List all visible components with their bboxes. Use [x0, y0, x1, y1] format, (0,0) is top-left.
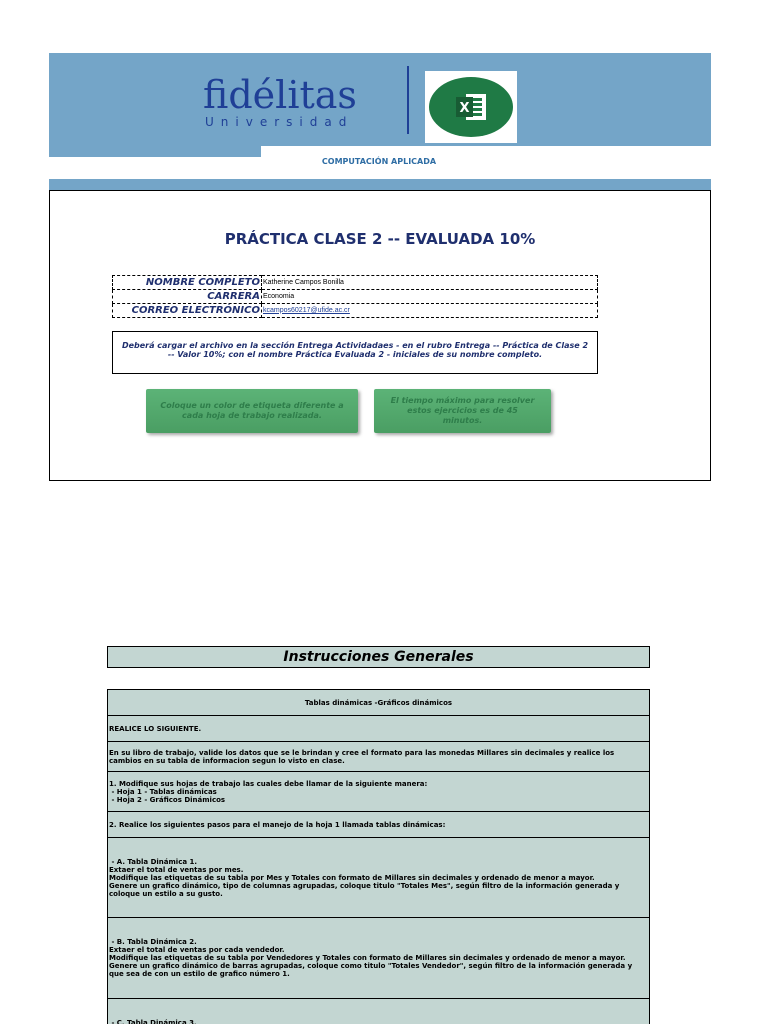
instr-row [108, 716, 650, 742]
instr-line: - B. Tabla Dinámica 2. [109, 938, 197, 946]
label-color-note[interactable]: Coloque un color de etiqueta diferente a cada hoja de trabajo realizada. [146, 389, 358, 433]
logo-wordmark: fidélitas [203, 73, 357, 117]
header-notch [261, 146, 711, 157]
instr-row [108, 742, 650, 772]
info-row-career [113, 290, 598, 304]
instr-cell[interactable] [108, 838, 650, 918]
instr-line: - C. Tabla Dinámica 3. [109, 1019, 197, 1024]
email-label: CORREO ELECTRÓNICO [113, 304, 262, 318]
instr-row [108, 838, 650, 918]
instr-row [108, 812, 650, 838]
instr-cell[interactable] [108, 772, 650, 812]
instr-row [108, 690, 650, 716]
fidelitas-logo [203, 75, 388, 135]
practice-panel [49, 190, 711, 481]
instr-cell-heading[interactable] [108, 690, 650, 716]
course-subtitle: COMPUTACIÓN APLICADA [321, 157, 437, 166]
career-value[interactable]: Economia [262, 290, 598, 304]
instr-row [108, 918, 650, 999]
instructions-table [107, 689, 650, 1024]
instr-cell[interactable] [108, 918, 650, 999]
instr-row [108, 999, 650, 1024]
instr-line: - Hoja 2 - Gráficos Dinámicos [109, 795, 226, 804]
instr-line: Genere un grafico dinámico, tipo de columnas agrupadas, coloque titulo "Totales Mes", según filtro de la información generada y coloque un estilo a su gusto. [109, 881, 622, 898]
instr-cell[interactable] [108, 716, 650, 742]
info-row-email [113, 304, 598, 318]
instr-line: 1. Modifique sus hojas de trabajo las cuales debe llamar de la siguiente manera: [109, 779, 428, 788]
instr-cell[interactable] [108, 812, 650, 838]
time-limit-note[interactable]: El tiempo máximo para resolver estos ejercicios es de 45 minutos. [374, 389, 551, 433]
excel-icon [454, 90, 488, 124]
instructions-title: Instrucciones Generales [107, 646, 650, 668]
excel-letter: X [459, 101, 470, 116]
name-label: NOMBRE COMPLETO [113, 276, 262, 290]
instr-row [108, 772, 650, 812]
instr-line: - A. Tabla Dinámica 1. [109, 857, 198, 866]
name-value[interactable]: Katherine Campos Bonilla [262, 276, 598, 290]
instr-line: - Hoja 1 - Tablas dinámicas [109, 787, 217, 796]
logo-subtitle: Universidad [205, 115, 354, 129]
career-label: CARRERA [113, 290, 262, 304]
instr-line: Tablas dinámicas -Gráficos dinámicos [304, 698, 453, 707]
excel-logo [425, 71, 517, 143]
instr-line: REALICE LO SIGUIENTE. [109, 724, 202, 733]
instr-line: Extaer el total de ventas por mes. [109, 865, 244, 874]
panel-top-bar [49, 179, 711, 190]
instr-line: Modifique las etiquetas de su tabla por Vendedores y Totales con formato de Millares sin decimales y ordenado de menor a mayor. [109, 954, 626, 962]
practice-title: PRÁCTICA CLASE 2 -- EVALUADA 10% [224, 230, 536, 248]
instr-cell[interactable] [108, 742, 650, 772]
instr-line: Genere un grafico dinámico de barras agrupadas, coloque como titulo "Totales Vendedor", según filtro de la información generada y que sea de con un estilo de grafico número 1. [109, 962, 635, 978]
logo-divider [407, 66, 409, 134]
instr-line: En su libro de trabajo, valide los datos que se le brindan y cree el formato para las monedas Millares sin decimales y realice los cambios en su tabla de informacion segun lo visto en clase. [109, 748, 617, 765]
info-row-name [113, 276, 598, 290]
instr-line: Extaer el total de ventas por cada vendedor. [109, 946, 285, 954]
instr-cell[interactable] [108, 999, 650, 1024]
instr-line: Modifique las etiquetas de su tabla por Mes y Totales con formato de Millares sin decimales y ordenado de menor a mayor. [109, 873, 595, 882]
submission-notice: Deberá cargar el archivo en la sección Entrega Actividadaes - en el rubro Entrega -- Práctica de Clase 2 -- Valor 10%; con el nombre Práctica Evaluada 2 - iniciales de su nombre completo. [112, 331, 598, 374]
email-link[interactable]: kcampos60217@ufide.ac.cr [263, 306, 350, 314]
instr-line: 2. Realice los siguientes pasos para el manejo de la hoja 1 llamada tablas dinámicas: [109, 820, 446, 829]
student-info-table [112, 275, 598, 318]
email-cell[interactable] [262, 304, 598, 318]
